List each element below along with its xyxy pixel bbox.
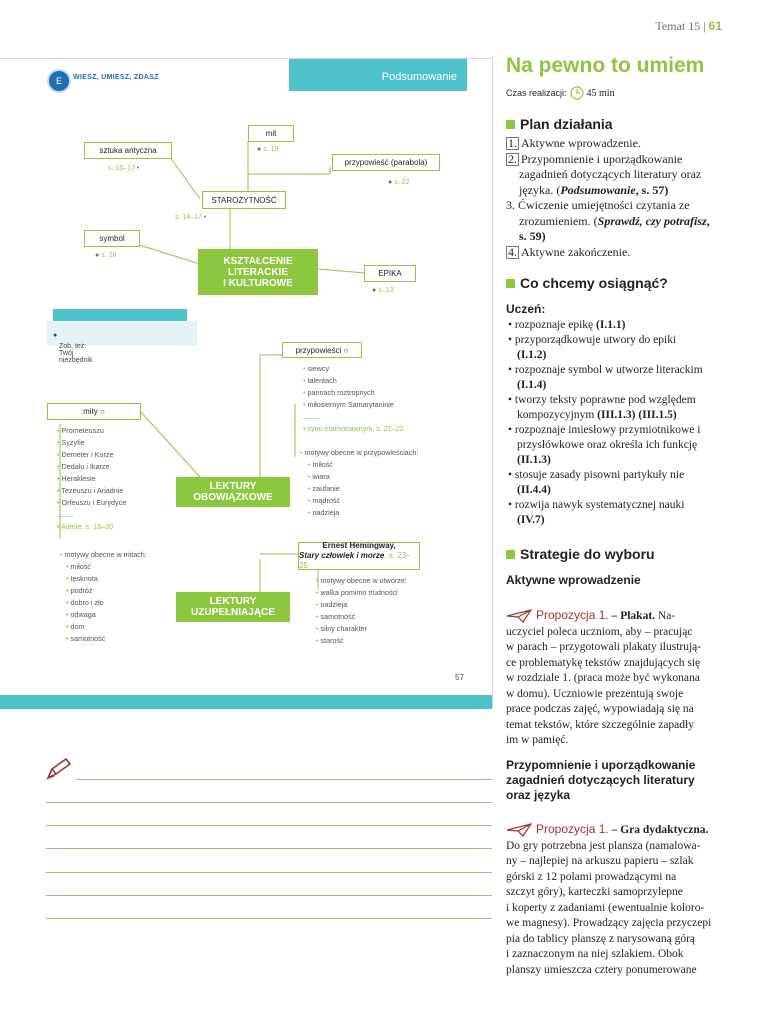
list-item: ........: [303, 412, 319, 421]
concept-starozytnosc: STAROŻYTNOŚĆ: [202, 191, 286, 209]
list-item: • samotność: [60, 633, 147, 645]
list-item: • zaufanie: [300, 483, 418, 495]
list-item: • synu marnotrawnym, s. 21–22: [303, 423, 404, 435]
list-item: • silny charakter: [316, 623, 407, 635]
goal-item: • rozpoznaje imiesłowy przymiotnikowe i przysłówkowe oraz określa ich funkcję (II.1.3): [506, 423, 724, 468]
list-item: • Orfeuszu i Eurydyce: [57, 497, 126, 509]
list-item: • mądrość: [300, 495, 418, 507]
note-line[interactable]: [46, 825, 492, 826]
list-item: • Dedalu i Ikarze: [57, 461, 126, 473]
plan-item: 3. Ćwiczenie umiejętności czytania ze: [506, 198, 690, 212]
list-item: • pannach roztropnych: [303, 387, 404, 399]
uczen-label: Uczeń:: [506, 302, 546, 316]
ref-przypowiesc: ● s. 22: [388, 179, 410, 186]
concept-epika: EPIKA: [364, 265, 416, 282]
bullet-square-icon: [506, 120, 515, 129]
list-item: • odwaga: [60, 609, 147, 621]
list-item: • samotność: [316, 611, 407, 623]
list-item: • podróż: [60, 585, 147, 597]
proposal-plakat: Propozycja 1. – Plakat. Na- uczyciel poleca uczniom, aby – pracując w parach – przygotowali plakaty ilustrują- ce problematykę tekstów znajdujących się w rozdziale 1. (praca może być wykonana w domu). Uczniowie prezentują swoje prace podczas zajęć, wypowiadają się na temat tekstów, które szczególnie zapadły im w pamięć.: [506, 608, 702, 746]
list-item: • siewcy: [303, 363, 404, 375]
proposal-gra: Propozycja 1. – Gra dydaktyczna. Do gry potrzebna jest plansza (namalowa- ny – najlepiej na arkuszu papieru – szlak górski z 12 polami prowadzącymi na szczyt góry), karteczki samoprzylepne i koperty z zadaniami (ewentualnie koloro- we magnesy). Prowadzący zajęcia przyczepi pia do tablicy planszę z narysowaną górą i zaznaczonym na niej szlakiem. Obok planszy umieszcza cztery ponumerowane: [506, 822, 712, 976]
page-number: Temat 15 | 61: [655, 19, 722, 33]
badge-label: WIESZ, UMIESZ, ZDASZ: [73, 74, 159, 81]
panel-page-number: 57: [455, 673, 464, 682]
ref-symbol: ● s. 20: [95, 252, 117, 259]
badge-icon: E: [47, 69, 71, 93]
utwor-motywy: [316, 575, 407, 647]
ref-mit: ● s. 19: [257, 146, 279, 153]
concept-mit: mit: [248, 125, 294, 142]
goal-item: • przyporządkowuje utwory do epiki (I.1.2): [506, 333, 724, 363]
list-item: ........: [57, 510, 73, 519]
bullet-square-icon: [506, 279, 515, 288]
goal-item: • rozpoznaje epikę (I.1.1): [506, 318, 724, 333]
pencil-icon: [44, 756, 74, 782]
concept-lektury-obowiazkowe: LEKTURY OBOWIĄZKOWE: [176, 477, 290, 507]
przypowiesci-list: [303, 363, 404, 435]
plan-heading: Plan działania: [506, 116, 613, 132]
plan-item: 2. Przypomnienie i uporządkowanie: [508, 151, 683, 166]
list-item: • Heraklesie: [57, 473, 126, 485]
concept-ksztalcenie-literackie: KSZTAŁCENIE LITERACKIE I KULTUROWE: [198, 249, 318, 295]
concept-symbol: symbol: [84, 230, 140, 247]
list-item: • walka pomimo trudności: [316, 587, 407, 599]
motywy-label: • motywy obecne w mitach:: [60, 549, 147, 561]
page-title: Na pewno to umiem: [506, 54, 705, 77]
note-line[interactable]: [76, 779, 492, 780]
paper-plane-icon: [506, 823, 532, 837]
note-line[interactable]: [46, 848, 492, 849]
ref-epika: ● s. 13: [372, 287, 394, 294]
section-header: Podsumowanie: [289, 59, 467, 91]
mity-motywy: [60, 549, 147, 645]
concept-przypowiesc-parabola: przypowieść (parabola): [332, 154, 440, 171]
osiagnac-heading: Co chcemy osiągnąć?: [506, 275, 668, 291]
list-item: • tęsknota: [60, 573, 147, 585]
list-item: • Syzyfie: [57, 437, 126, 449]
list-item: • dom: [60, 621, 147, 633]
list-item: • dobro i zło: [60, 597, 147, 609]
concept-hemingway: Ernest Hemingway, Stary człowiek i morze, s. 23–25: [298, 542, 420, 570]
motywy-label: • motywy obecne w przypowieściach:: [300, 447, 418, 459]
concept-mity: mity ○: [47, 403, 141, 420]
clock-icon: [570, 86, 584, 100]
plan-item: 1. Aktywne wprowadzenie.: [508, 136, 641, 150]
plan-list: [506, 136, 730, 260]
note-line[interactable]: [46, 918, 492, 919]
plan-item-cont: zagadnień dotyczących literatury oraz: [519, 167, 702, 181]
plan-item-cont: s. 59): [519, 229, 546, 243]
list-item: • Tezeuszu i Ariadnie: [57, 485, 126, 497]
list-item: • starość: [316, 635, 407, 647]
note-line[interactable]: [46, 872, 492, 873]
concept-lektury-uzupelniajace: LEKTURY UZUPEŁNIAJĄCE: [176, 592, 290, 622]
list-item: • miłość: [60, 561, 147, 573]
ref-sztuka: s. 16–17 •: [108, 165, 140, 172]
plan-item-cont: zrozumieniem. (Sprawdź, czy potrafisz,: [519, 213, 710, 228]
summary-panel: [0, 58, 493, 708]
list-item: • Demeter i Korze: [57, 449, 126, 461]
panel-footer-bar: [0, 695, 492, 709]
goal-item: • rozwija nawyk systematycznej nauki (IV.7): [506, 498, 724, 528]
note-line[interactable]: [46, 895, 492, 896]
goal-item: • rozpoznaje symbol w utworze literackim (I.1.4): [506, 363, 724, 393]
goals-list: [506, 318, 724, 528]
goal-item: • tworzy teksty poprawne pod względem kompozycyjnym (III.1.3) (III.1.5): [506, 393, 724, 423]
przypowiesci-motywy: [300, 447, 418, 519]
czas-realizacji: Czas realizacji: 45 min: [506, 87, 615, 99]
plan-item-cont: języka. (Podsumowanie, s. 57): [519, 182, 669, 197]
list-item: • nadzieja: [300, 507, 418, 519]
list-item: • miłość: [300, 459, 418, 471]
bullet-square-icon: [506, 550, 515, 559]
list-item: • Atenie, s. 18–20: [57, 521, 126, 533]
plan-item: 4. Aktywne zakończenie.: [508, 244, 631, 259]
przypomnienie-heading: Przypomnienie i uporządkowanie zagadnień dotyczących literatury oraz języka: [506, 758, 696, 802]
ref-starozytnosc: s. 14–17 •: [175, 214, 207, 221]
zob-box: ● Zob. też: Twój niezbędnik: [47, 321, 197, 346]
list-item: • Prometeuszu: [57, 425, 126, 437]
list-item: • wiara: [300, 471, 418, 483]
concept-przypowiesci: przypowieści ○: [282, 342, 362, 358]
mity-list: [57, 425, 126, 533]
concept-sztuka-antyczna: sztuka antyczna: [84, 142, 172, 159]
note-line[interactable]: [46, 802, 492, 803]
goal-item: • stosuje zasady pisowni partykuły nie (II.4.4): [506, 468, 724, 498]
paper-plane-icon: [506, 609, 532, 623]
aktywne-heading: Aktywne wprowadzenie: [506, 573, 641, 587]
strategie-heading: Strategie do wyboru: [506, 546, 655, 562]
list-item: • talentach: [303, 375, 404, 387]
motywy-label: • motywy obecne w utworze:: [316, 575, 407, 587]
list-item: • nadzieja: [316, 599, 407, 611]
list-item: • miłosiernym Samarytaninie: [303, 399, 404, 411]
